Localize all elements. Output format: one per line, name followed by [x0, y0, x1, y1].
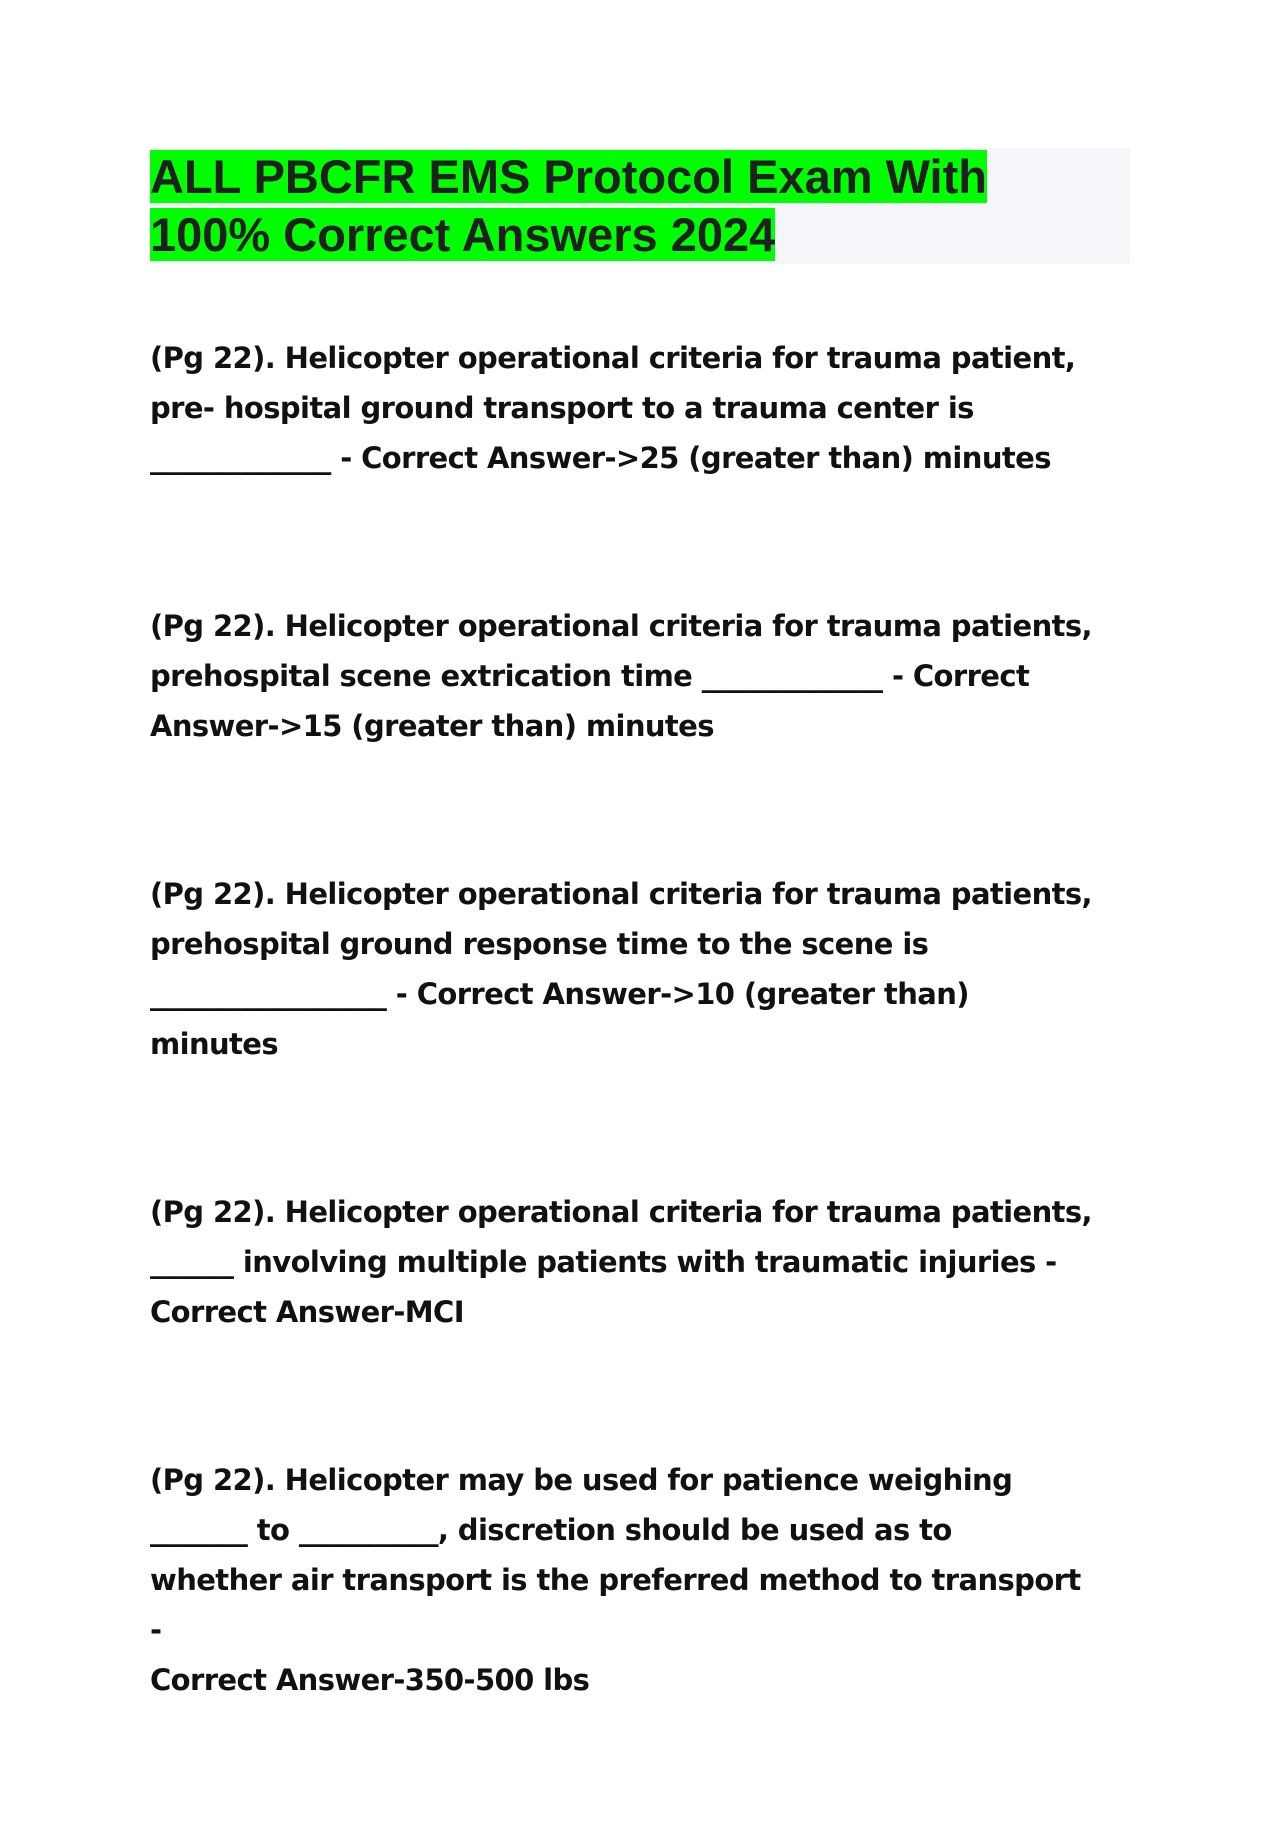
question-line: _____________ - Correct Answer->25 (greater than) minutes	[150, 441, 1051, 475]
question-line: minutes	[150, 1027, 279, 1061]
question-line: pre- hospital ground transport to a trauma center is	[150, 391, 974, 425]
title-line-1: ALL PBCFR EMS Protocol Exam With	[150, 150, 987, 203]
title-block	[150, 148, 1130, 264]
question-line: _______ to __________, discretion should be used as to	[150, 1513, 952, 1547]
document-title	[150, 148, 1130, 264]
question-line: prehospital ground response time to the scene is	[150, 927, 929, 961]
question-line: Answer->15 (greater than) minutes	[150, 709, 714, 743]
question-line: (Pg 22). Helicopter operational criteria for trauma patient,	[150, 341, 1076, 375]
question-item	[150, 1455, 1100, 1705]
question-item	[150, 869, 1100, 1069]
question-item	[150, 1187, 1100, 1337]
question-item	[150, 333, 1100, 483]
question-line: ______ involving multiple patients with traumatic injuries -	[150, 1245, 1057, 1279]
question-item	[150, 601, 1100, 751]
question-line: Correct Answer-350-500 lbs	[150, 1663, 590, 1697]
question-line: whether air transport is the preferred method to transport -	[150, 1563, 1081, 1647]
question-list	[150, 333, 1100, 1823]
question-line: prehospital scene extrication time _____________ - Correct	[150, 659, 1030, 693]
question-line: _________________ - Correct Answer->10 (greater than)	[150, 977, 969, 1011]
question-line: (Pg 22). Helicopter may be used for patience weighing	[150, 1463, 1013, 1497]
question-line: (Pg 22). Helicopter operational criteria for trauma patients,	[150, 1195, 1092, 1229]
question-line: Correct Answer-MCI	[150, 1295, 464, 1329]
question-line: (Pg 22). Helicopter operational criteria for trauma patients,	[150, 609, 1092, 643]
question-line: (Pg 22). Helicopter operational criteria for trauma patients,	[150, 877, 1092, 911]
title-line-2: 100% Correct Answers 2024	[150, 208, 776, 261]
